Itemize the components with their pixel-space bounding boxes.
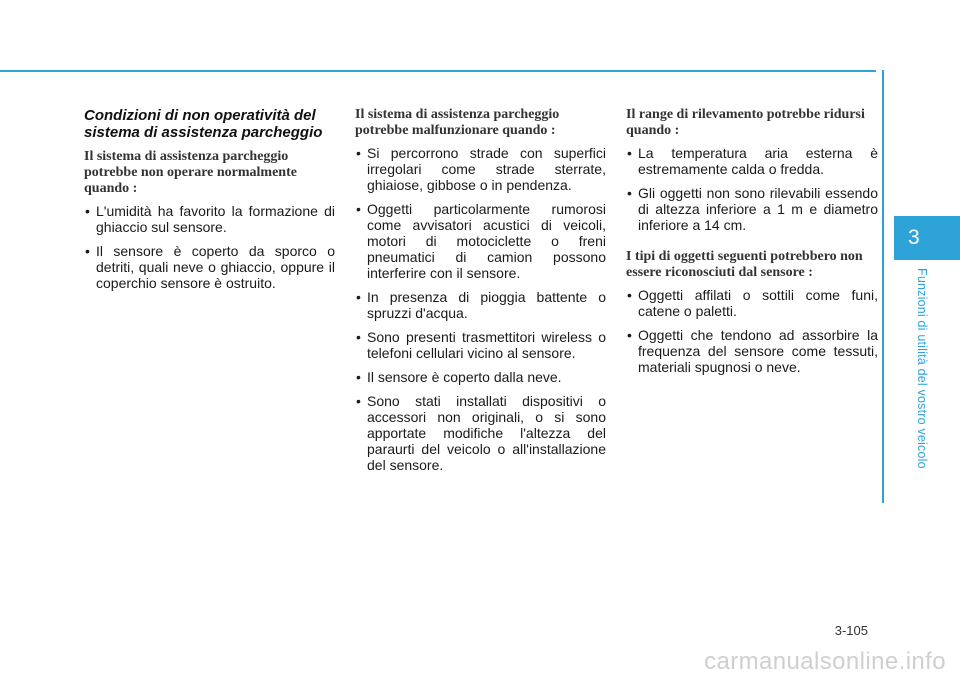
list-item: • Gli oggetti non sono rilevabili essendo di altezza inferiore a 1 m e diametro inferiore a 14 cm. bbox=[626, 185, 878, 233]
header-rule bbox=[0, 70, 876, 72]
list-item: • Oggetti che tendono ad assorbire la frequenza del sensore come tessuti, materiali spugnosi o neve. bbox=[626, 327, 878, 375]
list-item: • Sono stati installati dispositivi o accessori non originali, o si sono apportate modifiche l'altezza del paraurti del veicolo o all'installazione del sensore. bbox=[355, 393, 606, 473]
subheading: Il range di rilevamento potrebbe ridursi quando : bbox=[626, 107, 865, 138]
chapter-tab bbox=[894, 216, 960, 260]
list-item: • Sono presenti trasmettitori wireless o telefoni cellulari vicino al sensore. bbox=[355, 329, 606, 361]
column-2 bbox=[355, 107, 606, 489]
bullet-list bbox=[84, 203, 335, 291]
bullet-list bbox=[626, 145, 878, 233]
list-item: • In presenza di pioggia battente o spruzzi d'acqua. bbox=[355, 289, 606, 321]
subheading: Il sistema di assistenza parcheggio potrebbe malfunzionare quando : bbox=[355, 107, 560, 138]
list-item: • Oggetti affilati o sottili come funi, catene o paletti. bbox=[626, 287, 878, 319]
list-item: • Oggetti particolarmente rumorosi come avvisatori acustici di veicoli, motori di motociclette o freni pneumatici di camion possono interferire con il sensore. bbox=[355, 201, 606, 281]
side-rule bbox=[882, 70, 884, 503]
page-number: 3-105 bbox=[834, 623, 868, 638]
chapter-title: Funzioni di utilità del vostro veicolo bbox=[915, 268, 929, 469]
bullet-list bbox=[355, 145, 606, 473]
list-item: • Il sensore è coperto dalla neve. bbox=[355, 369, 606, 385]
section-heading: Condizioni di non operatività del sistema di assistenza parcheggio bbox=[84, 107, 323, 141]
list-item: • Il sensore è coperto da sporco o detriti, quali neve o ghiaccio, oppure il coperchio sensore è ostruito. bbox=[84, 243, 335, 291]
watermark[interactable]: carmanualsonline.info bbox=[704, 648, 946, 675]
column-3 bbox=[626, 107, 878, 391]
subheading: I tipi di oggetti seguenti potrebbero non essere riconosciuti dal sensore : bbox=[626, 249, 863, 280]
chapter-number: 3 bbox=[908, 226, 920, 249]
bullet-list bbox=[626, 287, 878, 375]
list-item: • Si percorrono strade con superfici irregolari come strade sterrate, ghiaiose, gibbose o in pendenza. bbox=[355, 145, 606, 193]
list-item: • La temperatura aria esterna è estremamente calda o fredda. bbox=[626, 145, 878, 177]
list-item: • L'umidità ha favorito la formazione di ghiaccio sul sensore. bbox=[84, 203, 335, 235]
subheading: Il sistema di assistenza parcheggio potrebbe non operare normalmente quando : bbox=[84, 149, 297, 196]
column-1 bbox=[84, 107, 335, 307]
